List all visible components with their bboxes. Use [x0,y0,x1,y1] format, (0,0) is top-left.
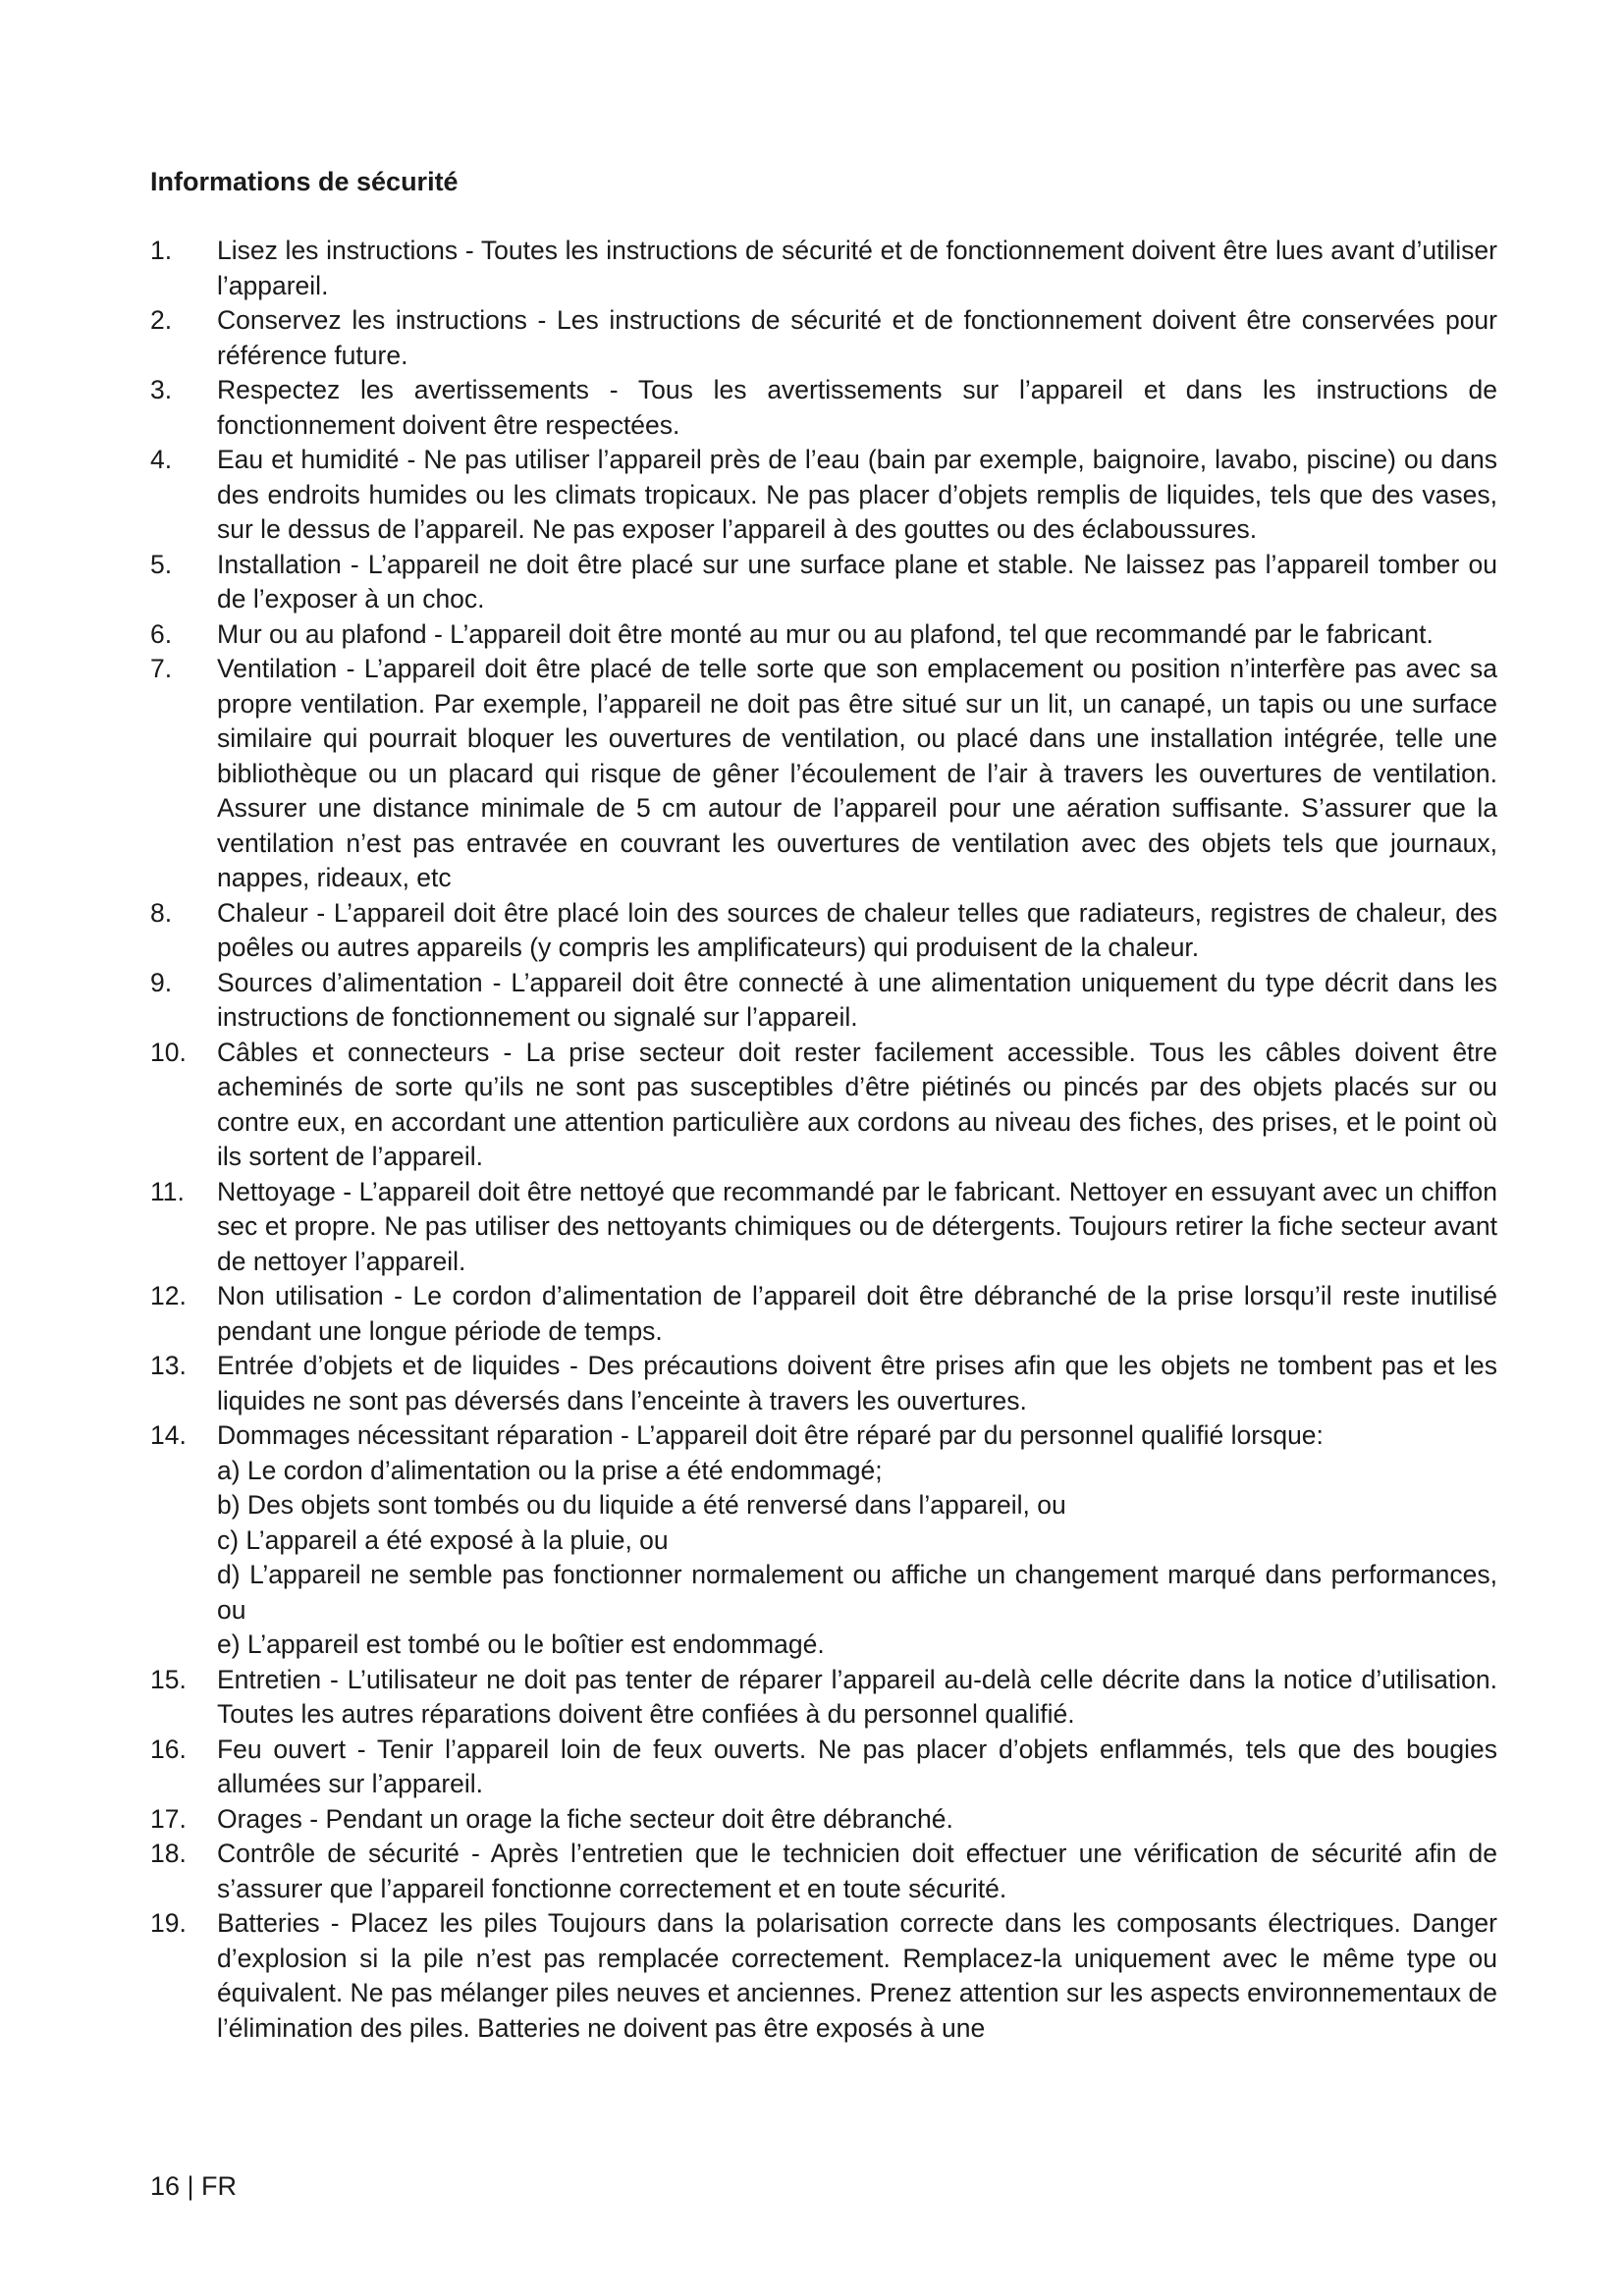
list-item [150,1175,1497,1280]
list-item-text: Conservez les instructions - Les instructions de sécurité et de fonctionnement doivent être conservées pour référence future. [217,305,1497,370]
list-item-text: Câbles et connecteurs - La prise secteur doit rester facilement accessible. Tous les câbles doivent être acheminés de sorte qu’ils ne sont pas susceptibles d’être piétinés ou pincés par des objets placés sur ou contre eux, en accordant une attention particulière aux cordons au niveau des fiches, des prises, et le point où ils sortent de l’appareil. [217,1037,1497,1171]
list-item [150,1663,1497,1733]
sub-item-text: a) Le cordon d’alimentation ou la prise a été endommagé; [217,1455,883,1485]
list-item [150,896,1497,966]
list-item [150,1279,1497,1349]
list-item-number: 10. [150,1037,187,1067]
list-item-text: Entretien - L’utilisateur ne doit pas tenter de réparer l’appareil au-delà celle décrite dans la notice d’utilisation. Toutes les autres réparations doivent être confiées à du personnel qualifié. [217,1664,1497,1729]
sub-item-text: d) L’appareil ne semble pas fonctionner normalement ou affiche un changement marqué dans performances, ou [217,1560,1497,1625]
list-item-text: Feu ouvert - Tenir l’appareil loin de feux ouverts. Ne pas placer d’objets enflammés, tels que des bougies allumées sur l’appareil. [217,1734,1497,1798]
list-item-number: 18. [150,1839,187,1868]
list-item-text: Non utilisation - Le cordon d’alimentation de l’appareil doit être débranché de la prise lorsqu’il reste inutilisé pendant une longue période de temps. [217,1281,1497,1346]
page-title: Informations de sécurité [150,167,459,196]
list-item [150,443,1497,548]
list-item-number: 15. [150,1664,187,1694]
list-item-text: Batteries - Placez les piles Toujours dans la polarisation correcte dans les composants électriques. Danger d’explosion si la pile n’est pas remplacée correctement. Remplacez-la uniquement avec le même type ou équivalent. Ne pas mélanger piles neuves et anciennes. Prenez attention sur les aspects environnementaux de l’élimination des piles. Batteries ne doivent pas être exposés à une [217,1908,1497,2043]
list-item-text: Contrôle de sécurité - Après l’entretien que le technicien doit effectuer une vérification de sécurité afin de s’assurer que l’appareil fonctionne correctement et en toute sécurité. [217,1839,1497,1903]
list-item [150,617,1497,653]
list-item [150,1036,1497,1175]
list-item-number: 8. [150,897,173,928]
page-footer: 16 | FR [150,2171,238,2201]
safety-instructions-list [150,234,1497,2046]
list-item-text: Entrée d’objets et de liquides - Des précautions doivent être prises afin que les objets ne tombent pas et les liquides ne sont pas déversés dans l’enceinte à travers les ouvertures. [217,1351,1497,1415]
list-item [150,548,1497,617]
list-item-text: Installation - L’appareil ne doit être placé sur une surface plane et stable. Ne laissez pas l’appareil tomber ou de l’exposer à un choc. [217,549,1497,614]
list-item-text: Nettoyage - L’appareil doit être nettoyé que recommandé par le fabricant. Nettoyer en essuyant avec un chiffon sec et propre. Ne pas utiliser des nettoyants chimiques ou de détergents. Toujours retirer la fiche secteur avant de nettoyer l’appareil. [217,1176,1497,1276]
list-item [150,1418,1497,1663]
list-item [150,1802,1497,1838]
list-item [150,1906,1497,2046]
list-item [150,1733,1497,1802]
sub-item-text: b) Des objets sont tombés ou du liquide a été renversé dans l’appareil, ou [217,1490,1066,1520]
list-item-number: 12. [150,1281,187,1310]
list-item-number: 2. [150,305,173,335]
list-item [150,1837,1497,1906]
list-item-text: Mur ou au plafond - L’appareil doit être monté au mur ou au plafond, tel que recommandé par le fabricant. [217,618,1434,649]
list-item-text: Orages - Pendant un orage la fiche secteur doit être débranché. [217,1803,953,1834]
list-item-number: 3. [150,375,173,404]
list-item-text: Respectez les avertissements - Tous les avertissements sur l’appareil et dans les instructions de fonctionnement doivent être respectées. [217,375,1497,440]
list-item-number: 13. [150,1351,187,1380]
list-item [150,966,1497,1036]
list-item-number: 17. [150,1803,187,1834]
list-item-number: 16. [150,1734,187,1764]
list-item-text: Ventilation - L’appareil doit être placé de telle sorte que son emplacement ou position n’interfère pas avec sa propre ventilation. Par exemple, l’appareil ne doit pas être situé sur un lit, un canapé, un tapis ou une surface similaire qui pourrait bloquer les ouvertures de ventilation, ou placé dans une installation intégrée, telle une bibliothèque ou un placard qui risque de gêner l’écoulement de l’air à travers les ouvertures de ventilation. Assurer une distance minimale de 5 cm autour de l’appareil pour une aération suffisante. S’assurer que la ventilation n’est pas entravée en couvrant les ouvertures de ventilation avec des objets tels que journaux, nappes, rideaux, etc [217,654,1497,892]
list-item-number: 1. [150,236,173,265]
list-item-text: Lisez les instructions - Toutes les instructions de sécurité et de fonctionnement doivent être lues avant d’utiliser l’appareil. [217,236,1497,300]
sub-item-text: c) L’appareil a été exposé à la pluie, ou [217,1524,669,1555]
list-item-text: Eau et humidité - Ne pas utiliser l’appareil près de l’eau (bain par exemple, baignoire, lavabo, piscine) ou dans des endroits humides ou les climats tropicaux. Ne pas placer d’objets remplis de liquides, tels que des vases, sur le dessus de l’appareil. Ne pas exposer l’appareil à des gouttes ou des éclaboussures. [217,445,1497,544]
list-item-number: 7. [150,654,173,683]
list-item-number: 4. [150,445,173,474]
list-item-number: 11. [150,1176,185,1206]
list-item [150,1349,1497,1418]
list-item-text: Dommages nécessitant réparation - L’appareil doit être réparé par du personnel qualifié lorsque: [217,1420,1324,1450]
list-item-number: 5. [150,549,173,579]
list-item [150,652,1497,896]
list-item [150,234,1497,303]
list-item-number: 6. [150,618,173,649]
list-item-number: 14. [150,1420,187,1450]
list-item [150,303,1497,373]
sub-item-text: e) L’appareil est tombé ou le boîtier est endommagé. [217,1629,825,1659]
list-item-text: Sources d’alimentation - L’appareil doit être connecté à une alimentation uniquement du type décrit dans les instructions de fonctionnement ou signalé sur l’appareil. [217,967,1497,1032]
list-item-number: 9. [150,967,173,997]
list-item-text: Chaleur - L’appareil doit être placé loin des sources de chaleur telles que radiateurs, registres de chaleur, des poêles ou autres appareils (y compris les amplificateurs) qui produisent de la chaleur. [217,897,1497,962]
list-item [150,373,1497,443]
list-item-number: 19. [150,1908,187,1938]
